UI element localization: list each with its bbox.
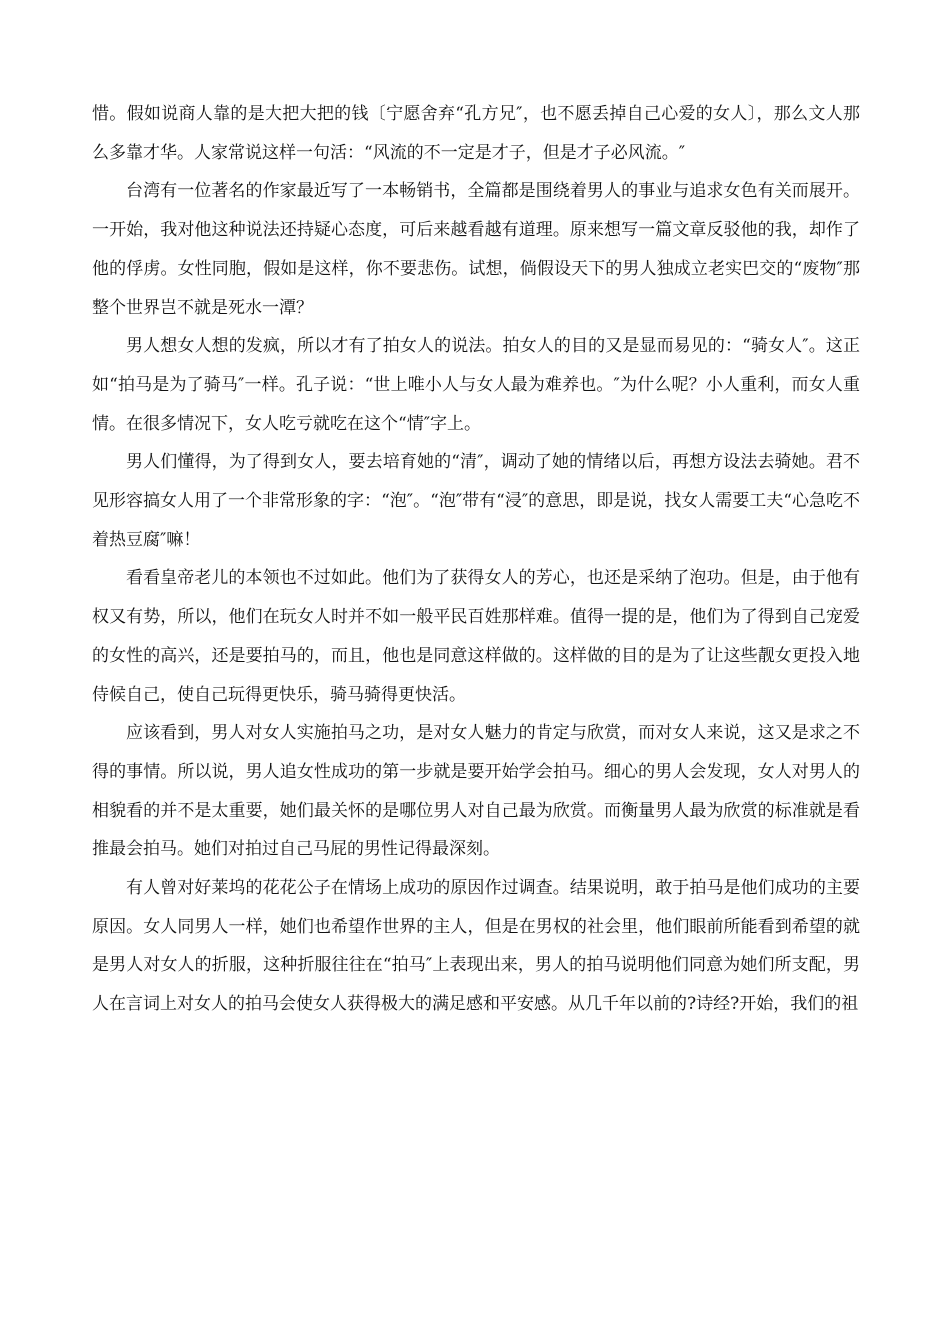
paragraph: 看看皇帝老儿的本领也不过如此。他们为了获得女人的芳心，也还是采纳了泡功。但是，由于他有权又有势，所以，他们在玩女人时并不如一般平民百姓那样难。值得一提的是，他们为了得到自己宠爱的女性的高兴，还是要拍马的，而且，他也是同意这样做的。这样做的目的是为了让这些靓女更投入地侍候自己，使自己玩得更快乐，骑马骑得更快活。 bbox=[92, 568, 860, 705]
paragraph: 男人想女人想的发疯，所以才有了拍女人的说法。拍女人的目的又是显而易见的：“骑女人″。这正如“拍马是为了骑马″一样。孔子说：“世上唯小人与女人最为难养也。″为什么呢？小人重利，而女人重情。在很多情况下，女人吃亏就吃在这个“情″字上。 bbox=[92, 336, 860, 434]
paragraph: 台湾有一位著名的作家最近写了一本畅销书，全篇都是围绕着男人的事业与追求女色有关而展开。一开始，我对他这种说法还持疑心态度，可后来越看越有道理。原来想写一篇文章反驳他的我，却作了他的俘虏。女性同胞，假如是这样，你不要悲伤。试想，倘假设天下的男人独成立老实巴交的“废物″那整个世界岂不就是死水一潭？ bbox=[92, 181, 860, 318]
paragraph: 惜。假如说商人靠的是大把大把的钱〔宁愿舍弃“孔方兄″，也不愿丢掉自己心爱的女人〕，那么文人那么多靠才华。人家常说这样一句活：“风流的不一定是才子，但是才子必风流。″ bbox=[92, 104, 860, 163]
paragraph: 应该看到，男人对女人实施拍马之功，是对女人魅力的肯定与欣赏，而对女人来说，这又是求之不得的事情。所以说，男人追女性成功的第一步就是要开始学会拍马。细心的男人会发现，女人对男人的相貌看的并不是太重要，她们最关怀的是哪位男人对自己最为欣赏。而衡量男人最为欣赏的标准就是看推最会拍马。她们对拍过自己马屁的男性记得最深刻。 bbox=[92, 723, 860, 860]
paragraph: 有人曾对好莱坞的花花公子在情场上成功的原因作过调查。结果说明，敢于拍马是他们成功的主要原因。女人同男人一样，她们也希望作世界的主人，但是在男权的社会里，他们眼前所能看到希望的就是男人对女人的折服，这种折服往往在“拍马″上表现出来，男人的拍马说明他们同意为她们所支配，男人在言词上对女人的拍马会使女人获得极大的满足感和平安感。从几千年以前的?诗经?开始，我们的祖 bbox=[92, 878, 860, 1015]
document-body bbox=[92, 95, 860, 1024]
paragraph: 男人们懂得，为了得到女人，要去培育她的“清″，调动了她的情绪以后，再想方设法去骑她。君不见形容搞女人用了一个非常形象的字：“泡″。“泡″带有“浸″的意思，即是说，找女人需要工夫“心急吃不着热豆腐″嘛！ bbox=[92, 452, 860, 550]
